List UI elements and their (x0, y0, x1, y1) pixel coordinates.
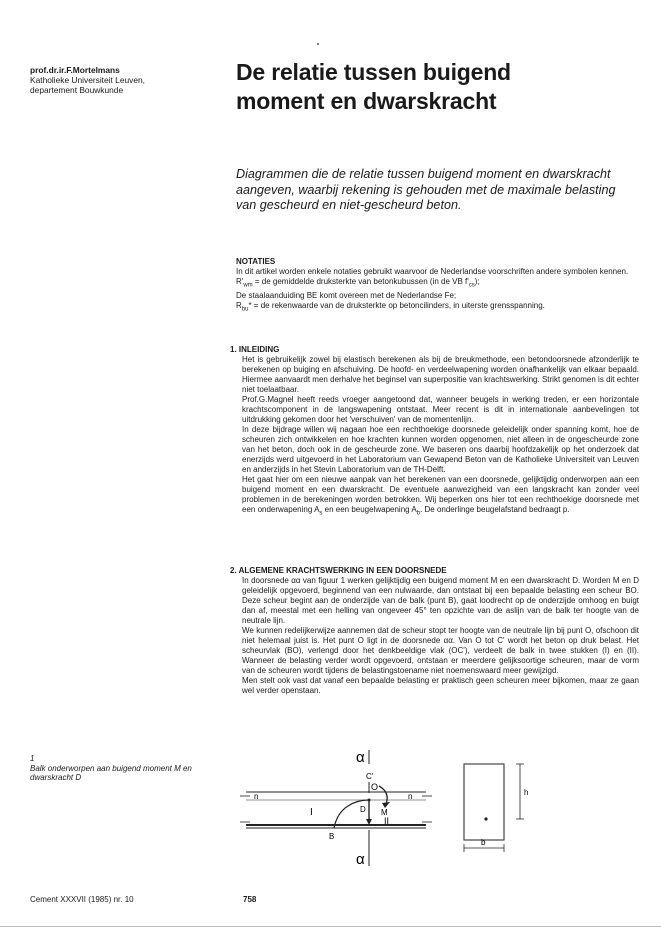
author-block (30, 65, 200, 95)
section-inleiding (230, 345, 639, 519)
section-1-paragraph-1: Het is gebruikelijk zowel bij elastisch berekenen als bij de breukmethode, een betondoorsnede afzonderlijk te berekenen op buiging en afschuiving. De hoofd- en verdeelwapening worden onafhankelijk van elkaar bepaald. Hiermee aanvaardt men derhalve het beginsel van superpositie van krachtswerking. Strikt genomen is dit echter niet toelaatbaar. (242, 355, 639, 394)
author-name: prof.dr.ir.F.Mortelmans (30, 65, 120, 75)
n-label-right: n (408, 792, 413, 801)
figure-caption-text: Balk onderworpen aan buigend moment M en dwarskracht D (30, 763, 192, 782)
section-1-p4-b: en een beugelwapening A (322, 505, 417, 514)
section-2-paragraph-1: In doorsnede αα van figuur 1 werken gelijktijdig een buigend moment M en een dwarskracht D. Worden M en D geleidelijk opgevoerd, beginnend van een nulwaarde, dan ontstaat bij een bepaalde belasting een scheur BO. Deze scheur begint aan de onderzijde van de balk (punt B), gaat loodrecht op de onderzijde omhoog en buigt dan af, meestal met een helling van ongeveer 45° ten opzichte van de aslijn van de balk ter hoogte van de neutrale lijn. (242, 576, 639, 625)
h-label: h (524, 788, 529, 797)
region-ii-label: II (384, 816, 390, 826)
footer-journal: Cement XXXVII (1985) nr. 10 (30, 895, 134, 904)
figure-number: 1 (30, 754, 35, 763)
stray-mark (317, 43, 319, 45)
section-1-heading: 1. INLEIDING (230, 345, 280, 354)
section-1-p4-c: . De onderlinge beugelafstand bedraagt p. (420, 505, 570, 514)
section-2-heading: 2. ALGEMENE KRACHTSWERKING IN EEN DOORSNEDE (230, 566, 447, 575)
section-1-p4-sub2: b (416, 510, 421, 517)
bottom-rule (0, 926, 661, 927)
title-line-2: moment en dwarskracht (236, 88, 497, 114)
notaties-line-3-sub: bu (241, 306, 249, 313)
beam-diagram (236, 748, 536, 882)
figure-caption (30, 754, 230, 783)
alpha-label-bottom: α (356, 851, 365, 868)
notaties-line-1 (236, 277, 639, 291)
section-1-paragraph-3: In deze bijdrage willen wij nagaan hoe een rechthoekige doorsnede geleidelijk onder spanning komt, hoe de scheuren zich ontwikkelen en hoe krachten kunnen worden opgenomen, niet alleen in de ongescheurde zone van het beton, doch ook in de gescheurde zone. We baseren ons daarbij hoofdzakelijk op het onderzoek dat enerzijds werd uitgevoerd in het Laboratorium van Gewapend Beton van de Katholieke Universiteit van Leuven en anderzijds in het Stevin Laboratorium van de TH-Delft. (242, 425, 639, 474)
notaties-line-3-text: * = de rekenwaarde van de druksterkte op betoncilinders, in uiterste grensspanning. (248, 300, 545, 310)
notaties-line-1-end: ); (474, 277, 480, 286)
article-subtitle: Diagrammen die de relatie tussen buigend moment en dwarskracht aangeven, waarbij rekening is gehouden met de maximale belasting van gescheurd en niet-gescheurd beton. (236, 167, 616, 212)
section-1-p4-a: Het gaat hier om een nieuwe aanpak van het berekenen van een doorsnede, gelijktijdig onderworpen aan een buigend moment en een dwarskracht. De eventuele aanwezigheid van een langskracht kan zonder veel problemen in de berekeningen worden betrokken. Wij beperken ons hier tot een rechthoekige doorsnede met een onderwapening A (242, 475, 639, 514)
n-label-left: n (254, 792, 259, 801)
author-affiliation-1: Katholieke Universiteit Leuven, (30, 75, 145, 85)
section-notaties (236, 257, 639, 314)
cross-section-bar (484, 817, 487, 820)
title-line-1: De relatie tussen buigend (236, 59, 511, 85)
notaties-heading: NOTATIES (236, 257, 276, 266)
footer-page-number: 758 (243, 895, 257, 904)
article-title (236, 58, 636, 116)
m-label: M (381, 808, 388, 817)
c-prime-label: C' (366, 772, 374, 781)
section-2-paragraph-2: We kunnen redelijkerwijze aannemen dat de scheur stopt ter hoogte van de neutrale lijn bij punt O, ofschoon dit niet helemaal juist is. Het punt O ligt in de doorsnede αα. Van O tot C' wordt het beton op druk belast. Het scheurvlak (BO), verlengd door het denkbeeldige vlak (OC'), verdeelt de balk in twee stukken (I) en (II). Wanneer de belasting verder wordt opgevoerd, ontstaan er meerdere gelijksoortige scheuren, maar de vorm van de scheuren wordt tijdens de belastingstoename niet noemenswaard meer gewijzigd. (242, 626, 639, 675)
o-label: O (371, 782, 379, 792)
notaties-line-1-sub: wm (243, 282, 253, 289)
section-2-paragraph-3: Men stelt ook vast dat vanaf een bepaalde belasting er praktisch geen scheuren meer bijkomen, maar ze gaan wel verder openstaan. (242, 676, 639, 695)
section-1-paragraph-2: Prof.G.Magnel heeft reeds vroeger aangetoond dat, wanneer beugels in werking treden, er een horizontale krachtscomponent in de langswapening ontstaat. Meer recent is dit in internationale aanbevelingen tot uitdrukking gekomen door het 'verschuiven' van de momentenlijn. (242, 395, 639, 424)
alpha-label-top: α (356, 749, 365, 766)
cross-section-rect (464, 764, 504, 840)
section-1-paragraph-4 (230, 475, 639, 519)
notaties-line-2: De staalaanduiding BE komt overeen met de Nederlandse Fe; (236, 290, 457, 300)
moment-arrow (379, 786, 387, 804)
notaties-intro: In dit artikel worden enkele notaties gebruikt waarvoor de Nederlandse voorschriften andere symbolen kennen. (236, 267, 629, 276)
section-krachtswerking (230, 566, 639, 696)
notaties-line-1-sub2: cs (468, 282, 475, 289)
b-label: B (329, 832, 335, 841)
author-affiliation-2: departement Bouwkunde (30, 85, 124, 95)
section-1-p4-sub1: s (319, 510, 323, 517)
notaties-line-3-symbol: R (236, 300, 242, 310)
notaties-line-1-symbol: R' (236, 277, 244, 286)
b-width-label: b (481, 838, 486, 847)
d-label: D (360, 805, 366, 814)
notaties-line-3 (236, 301, 639, 315)
region-i-label: I (310, 807, 313, 818)
notaties-line-1-text: = de gemiddelde druksterkte van betonkubussen (in de VB f' (252, 277, 469, 286)
